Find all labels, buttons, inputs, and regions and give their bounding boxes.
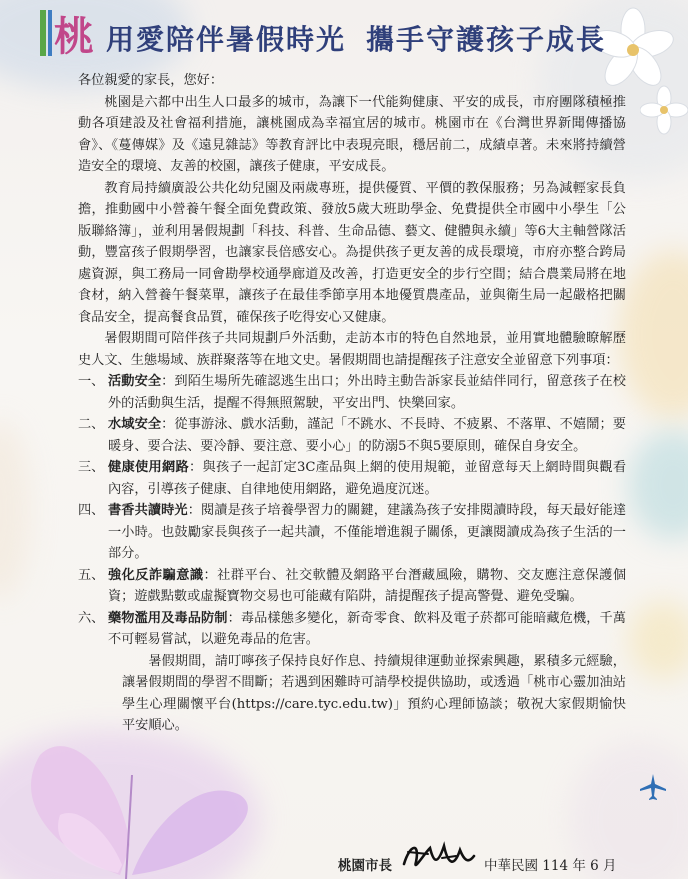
item-title: 活動安全	[108, 374, 162, 389]
flower-decoration-icon	[640, 82, 688, 142]
list-item	[78, 457, 626, 500]
signature-row	[0, 848, 688, 878]
list-item	[78, 371, 626, 414]
list-item	[78, 500, 626, 565]
signature-title: 桃園市長	[338, 858, 392, 874]
letter-header	[0, 0, 688, 70]
greeting: 各位親愛的家長，您好：	[78, 73, 224, 88]
list-item	[78, 608, 626, 651]
item-title: 水域安全	[108, 417, 162, 432]
item-text: ：閱讀是孩子培養學習力的關鍵，建議為孩子安排閱讀時段，每天最好能達一小時。也鼓勵家長與孩子一起共讀，不僅能增進親子關係，更讓閱讀成為孩子生活的一部分。	[108, 503, 627, 561]
letter-date: 中華民國 114 年 6 月	[484, 858, 617, 874]
watercolor-wash	[628, 600, 688, 680]
title-right: 攜手守護孩子成長	[366, 23, 607, 56]
watercolor-wash	[0, 420, 30, 600]
paragraph: 暑假期間可陪伴孩子共同規劃戶外活動，走訪本市的特色自然地景，並用實地體驗瞭解歷史人文、生態場域、族群聚落等在地文史。暑假期間也請提醒孩子注意安全並留意下列事項：	[78, 331, 626, 368]
item-number: 六、	[78, 610, 105, 626]
item-text: ：毒品樣態多變化，新奇零食、飲料及電子菸都可能暗藏危機，千萬不可輕易嘗試，以避免毒品的危害。	[108, 610, 626, 647]
watercolor-wash	[628, 430, 688, 540]
item-text: ：社群平台、社交軟體及網路平台潛藏風險，購物、交友應注意保護個資；遊戲點數或虛擬寶物交易也可能藏有陷阱，請提醒孩子提高警覺、避免受騙。	[108, 567, 627, 604]
handwritten-signature	[398, 834, 478, 878]
item-number: 四、	[78, 503, 105, 518]
item-number: 二、	[78, 417, 105, 432]
title-left: 用愛陪伴暑假時光	[106, 23, 347, 56]
item-text: ：從事游泳、戲水活動，謹記「不跳水、不長時、不疲累、不落單、不嬉鬧；要暖身、要合法、要冷靜、要注意、要小心」的防溺5不與5要原則，確保自身安全。	[108, 417, 626, 454]
letter-body	[78, 70, 626, 737]
item-title: 書香共讀時光	[108, 503, 188, 518]
closing-paragraph: 暑假期間，請叮嚀孩子保持良好作息、持續規律運動並探索興趣，累積多元經驗，讓暑假期間的學習不間斷；若遇到困難時可請學校提供協助，或透過「桃市心靈加油站學生心理關懷平台(https://care.tyc.edu.tw)」預約心理師協談；敬祝大家假期愉快 平安順心。	[122, 653, 626, 733]
item-number: 一、	[78, 374, 105, 389]
airplane-icon	[638, 772, 668, 802]
list-item	[78, 414, 626, 457]
taoyuan-logo-icon	[36, 6, 96, 62]
list-item	[78, 565, 626, 608]
logo-character: 桃	[54, 14, 94, 60]
watercolor-wash	[618, 250, 688, 420]
item-number: 三、	[78, 460, 105, 475]
item-title: 藥物濫用及毒品防制	[108, 610, 228, 626]
item-text: ：與孩子一起訂定3C產品與上網的使用規範，並留意每天上網時間與觀看內容，引導孩子健康、自律地使用網路，避免過度沉迷。	[108, 460, 627, 497]
paragraph: 教育局持續廣設公共化幼兒園及兩歲專班，提供優質、平價的教保服務；另為減輕家長負擔，推動國中小營養午餐全面免費政策、發放5歲大班助學金、免費提供全市國中小學生「公版聯絡簿」，並利用暑假規劃「科技、科普、生命品德、藝文、健體與永續」等6大主軸營隊活動，豐富孩子假期學習，也讓家長倍感安心。為提供孩子更友善的成長環境，市府亦整合跨局處資源，與工務局一同會勘學校通學廊道及改善，打造更安全的步行空間；結合農業局將在地食材，納入營養午餐菜單，讓孩子在最佳季節享用本地優質農產品，並與衛生局一起嚴格把關食品安全，提高餐食品質，確保孩子吃得安心又健康。	[78, 180, 626, 325]
page-title	[106, 18, 606, 58]
item-title: 健康使用網路	[108, 460, 190, 475]
item-number: 五、	[78, 567, 105, 583]
item-text: ：到陌生場所先確認逃生出口；外出時主動告訴家長並結伴同行，留意孩子在校外的活動與生活，提醒不得無照駕駛，平安出門、快樂回家。	[108, 374, 626, 411]
item-title: 強化反詐騙意識	[108, 567, 204, 583]
paragraph: 桃園是六都中出生人口最多的城市，為讓下一代能夠健康、平安的成長，市府團隊積極推動各項建設及社會福利措施，讓桃園成為幸福宜居的城市。桃園市在《台灣世界新聞傳播協會》、《蔓傳媒》及《遠見雜誌》等教育評比中表現亮眼，穩居前二，成績卓著。未來將持續營造安全的環境、友善的校園，讓孩子健康，平安成長。	[78, 94, 626, 174]
